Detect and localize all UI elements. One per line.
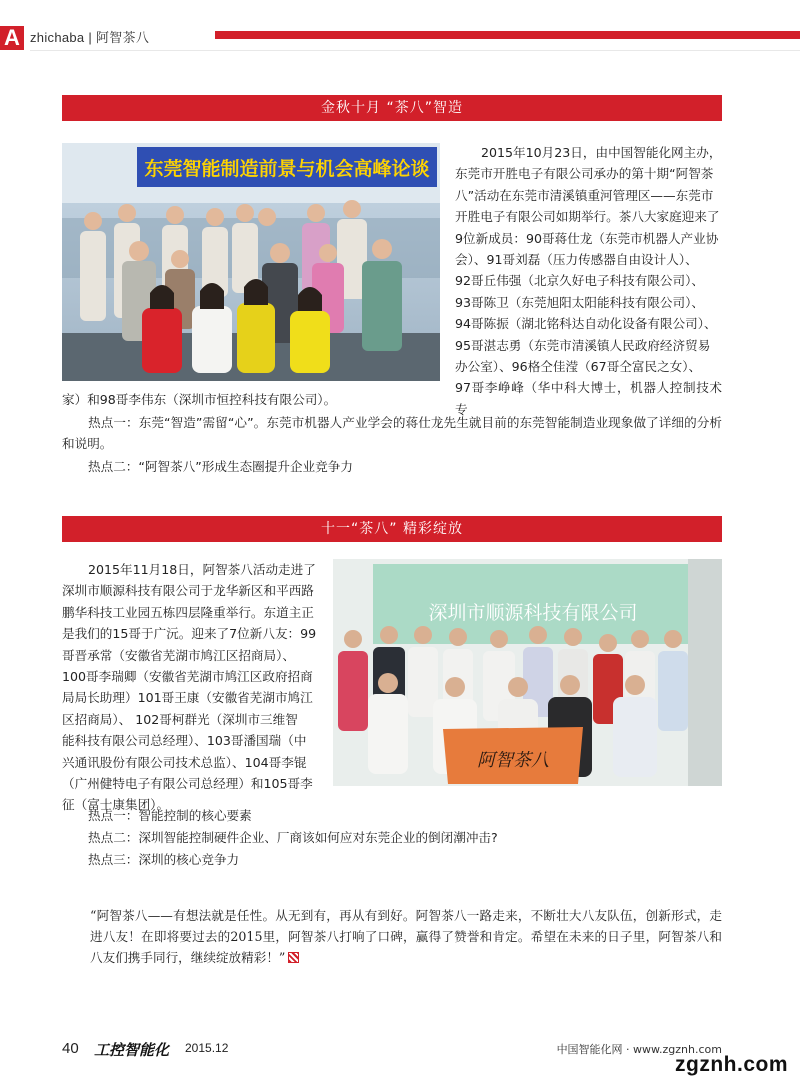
section2-line-2: 深圳市顺源科技有限公司于龙华新区和平西路 — [62, 583, 314, 599]
section1-line-4: 开胜电子有限公司如期举行。茶八大家庭迎来了 — [455, 209, 720, 225]
section1-tail: 家）和98哥李伟东（深圳市恒控科技有限公司）。 — [62, 392, 337, 407]
section2-paragraph — [62, 559, 324, 816]
header-divider — [30, 50, 800, 51]
section1-line-7: 92哥丘伟强（北京久好电子科技有限公司）、 — [455, 273, 705, 289]
section1-group-photo — [62, 143, 440, 381]
header-logo-mark: A — [0, 26, 24, 50]
section2-group-photo — [333, 559, 722, 786]
section1-banner: 金秋十月 “茶八”智造 — [62, 95, 722, 121]
section2-line-6: 100哥李瑞卿（安徽省芜湖市鸠江区政府招商 — [62, 669, 313, 685]
section2-banner: 十一“茶八” 精彩绽放 — [62, 516, 722, 542]
closing-quote: “阿智茶八——有想法就是任性。从无到有，再从有到好。阿智茶八一路走来，不断壮大八友队伍，创新形式，走进八友！在即将要过去的2015里，阿智茶八打响了口碑，赢得了赞誉和肯定。希望在未来的日子里，阿智茶八和八友们携手同行，继续绽放精彩！” — [90, 908, 722, 965]
header-title: zhichaba | 阿智茶八 — [30, 30, 150, 45]
section2-line-12: 征（富士康集团）。 — [62, 797, 170, 813]
section1-line-10: 95哥湛志勇（东莞市清溪镇人民政府经济贸易 — [455, 337, 711, 353]
section2-line-1: 2015年11月18日，阿智茶八活动走进了 — [88, 562, 316, 577]
section2-line-5: 哥晋承常（安徽省芜湖市鸠江区招商局）、 — [62, 647, 295, 663]
section2-hotspot-2: 热点二：深圳智能控制硬件企业、厂商该如何应对东莞企业的倒闭潮冲击? — [88, 830, 498, 845]
section1-line-3: 八”活动在东莞市清溪镇重河管理区——东莞市 — [455, 187, 714, 203]
issue-date: 2015.12 — [185, 1041, 229, 1055]
section2-hotspot-3: 热点三：深圳的核心竞争力 — [88, 852, 240, 867]
end-mark-icon — [288, 952, 299, 963]
section1-line-12: 97哥李峥峰（华中科大博士，机器人控制技术专 — [455, 380, 722, 417]
section1-photo-sign: 东莞智能制造前景与机会高峰论谈 — [144, 158, 430, 180]
section1-line-2: 东莞市开胜电子有限公司承办的第十期“阿智茶 — [455, 166, 714, 182]
section1-line-6: 会）、91哥刘磊（压力传感器自由设计人）、 — [455, 252, 698, 268]
section2-photo-flag: 阿智茶八 — [477, 750, 549, 771]
section1-line-1: 2015年10月23日，由中国智能化网主办， — [481, 145, 722, 160]
footer-watermark: zgznh.com — [675, 1053, 788, 1076]
page-number: 40 — [62, 1040, 79, 1057]
section2-line-9: 能科技有限公司总经理）、103哥潘国瑞（中 — [62, 733, 307, 749]
section2-line-8: 区招商局）、 102哥柯群光（深圳市三维智 — [62, 711, 298, 727]
section1-hotspot-1: 热点一：东莞“智造”需留“心”。东莞市机器人产业学会的蒋仕龙先生就目前的东莞智能制造业现象做了详细的分析和说明。 — [62, 415, 722, 452]
footer-site: 中国智能化网 · www.zgznh.com — [556, 1043, 722, 1056]
section2-line-7: 局局长助理）101哥王康（安徽省芜湖市鸠江 — [62, 690, 313, 706]
section2-hotspot-1: 热点一：智能控制的核心要素 — [88, 808, 252, 823]
section1-line-5: 9位新成员：90哥蒋仕龙（东莞市机器人产业协 — [455, 230, 719, 246]
section2-photo-sign: 深圳市顺源科技有限公司 — [428, 602, 638, 624]
header-red-bar — [215, 31, 800, 39]
section2-line-3: 鹏华科技工业园五栋四层隆重举行。东道主正 — [62, 604, 314, 620]
section1-line-11: 办公室）、96格仝佳滢（67哥仝富民之女）、 — [455, 359, 702, 375]
section1-hotspot-2: 热点二：“阿智茶八”形成生态圈提升企业竞争力 — [88, 459, 353, 474]
section2-line-10: 兴通讯股份有限公司技术总监）、104哥李锟 — [62, 754, 307, 770]
section1-line-9: 94哥陈振（湖北铭科达自动化设备有限公司）、 — [455, 316, 717, 332]
section1-line-8: 93哥陈卫（东莞旭阳太阳能科技有限公司）、 — [455, 294, 705, 310]
section2-line-4: 是我们的15哥于广沅。迎来了7位新八友：99 — [62, 626, 317, 642]
section1-paragraph — [455, 142, 722, 420]
section2-line-11: （广州健特电子有限公司总经理）和105哥李 — [62, 776, 313, 792]
magazine-name: 工控智能化 — [94, 1041, 170, 1059]
